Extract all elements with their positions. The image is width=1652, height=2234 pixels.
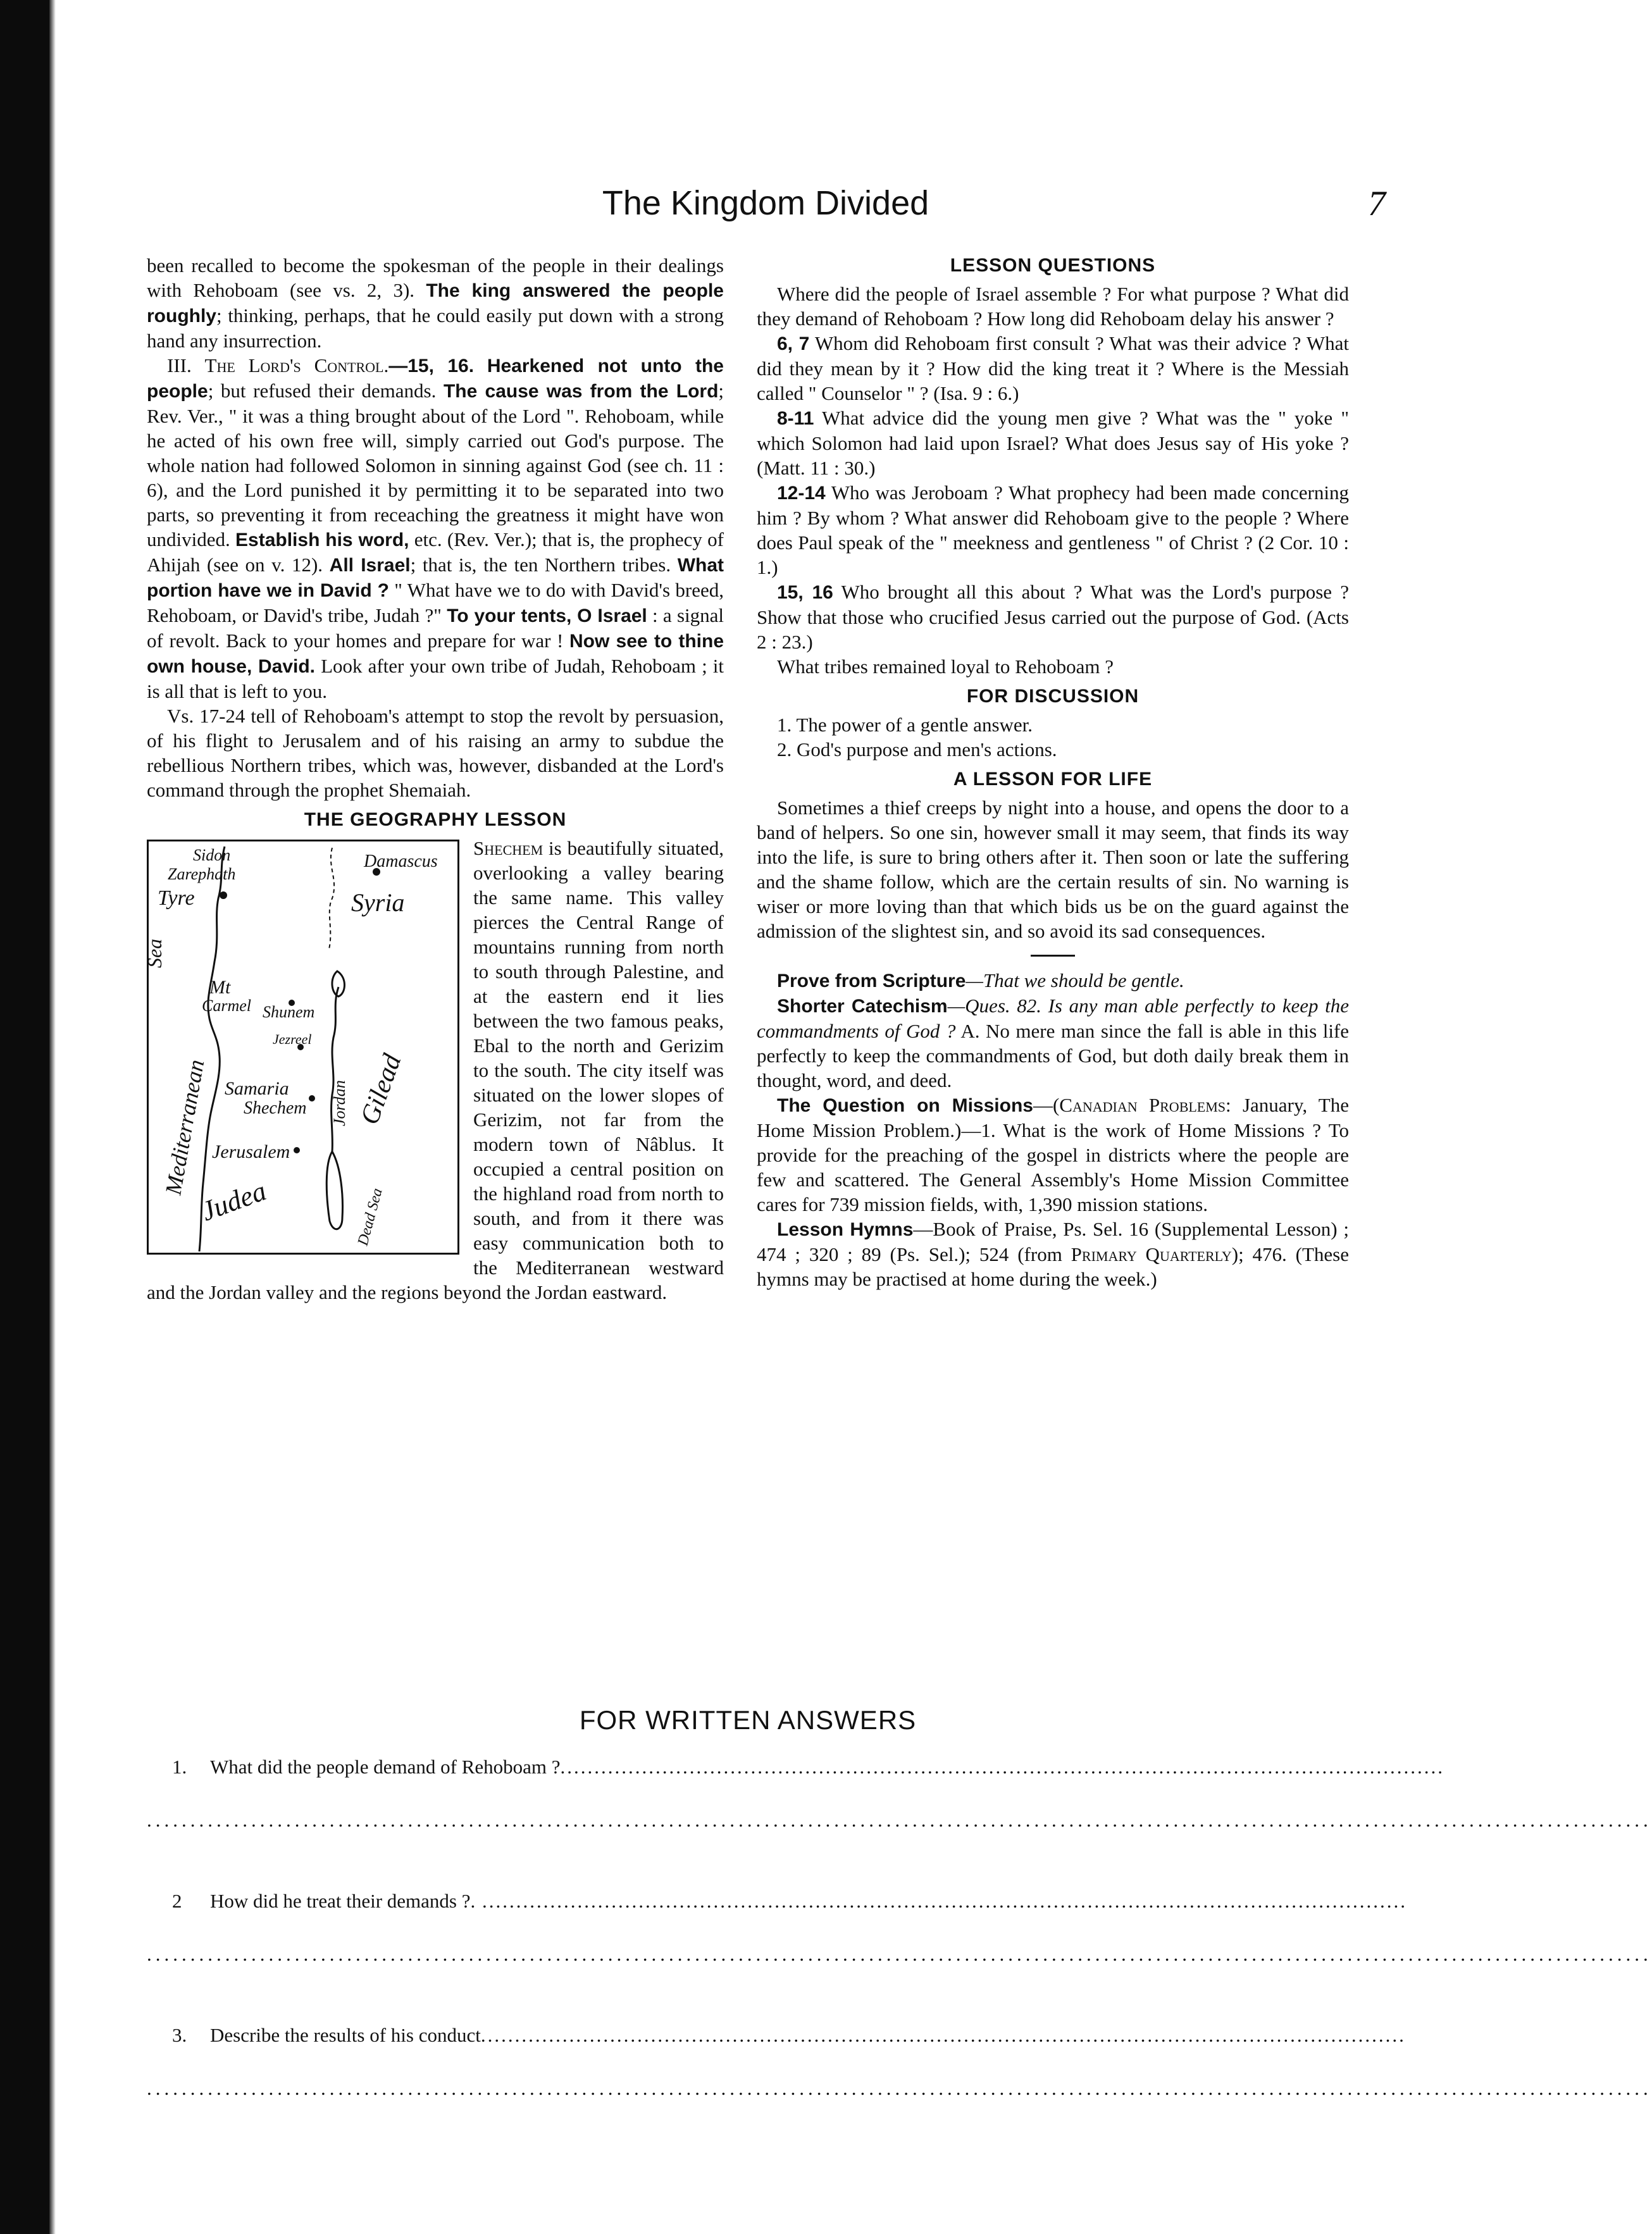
prove-from-scripture: Prove from Scripture—That we should be gentle. — [777, 969, 1184, 991]
question-on-missions: The Question on Missions—(Canadian Problems: January, The Home Mission Problem.)—1. What is the work of Home Missions ? To provide for the preaching of the gospel in districts where the people are few and scattered. The General Assembly's Home Mission Committee cares for 739 mission fields, with, 1,390 mission stations. — [757, 1094, 1349, 1215]
map-label-jordan: Jordan — [330, 1080, 349, 1126]
written-question-2: 2 How did he treat their demands ?. ........................................................................................................................................ — [172, 1890, 1407, 1912]
map-label-shechem: Shechem — [244, 1098, 307, 1118]
section-divider — [1031, 955, 1075, 957]
lesson-hymns: Lesson Hymns—Book of Praise, Ps. Sel. 16 (Supplemental Lesson) ; 474 ; 320 ; 89 (Ps. Sel.); 524 (from Primary Quarterly); 476. (These hymns may be practised at home during the week.) — [757, 1218, 1349, 1290]
answer-line: ............................................................................................................................................................................. — [147, 2077, 1652, 2099]
map-label-syria: Syria — [351, 888, 405, 917]
geography-heading: THE GEOGRAPHY LESSON — [304, 809, 567, 830]
question-group-1: Where did the people of Israel assemble ? For what purpose ? What did they demand of Rehoboam ? How long did Rehoboam delay his answer ? — [757, 283, 1349, 330]
map-label-gilead: Gilead — [355, 1050, 407, 1129]
lesson-for-life-heading: A LESSON FOR LIFE — [953, 769, 1153, 790]
map-label-mediterranean: Mediterranean — [160, 1057, 209, 1197]
geography-lesson — [143, 836, 724, 1305]
written-question-1: 1. What did the people demand of Rehoboam ?.................................................................................................................................. — [172, 1756, 1445, 1778]
written-question-3: 3. Describe the results of his conduct........................................................................................................................................ — [172, 2024, 1406, 2046]
discussion-item: 2. God's purpose and men's actions. — [777, 738, 1057, 760]
map-label-sea: Sea — [143, 938, 166, 968]
answer-dots: .................................................................................................................................. — [560, 1756, 1445, 1778]
answer-dots: ........................................................................................................................................ — [480, 2024, 1406, 2046]
question-group-8-11: 8-11 What advice did the young men give ? What was the " yoke " which Solomon had laid upon Israel? What does Jesus say of His yoke ? (Matt. 11 : 30.) — [757, 407, 1349, 479]
question-group-15-16: 15, 16 Who brought all this about ? What was the Lord's purpose ? Show that those who crucified Jesus carried out the purpose of God. (Acts 2 : 23.) — [757, 581, 1349, 653]
palestine-map — [143, 840, 459, 1255]
question-group-6-7: 6, 7 Whom did Rehoboam first consult ? What was their advice ? What did they mean by it ? How did the king treat it ? Where is the Messiah called " Counselor " ? (Isa. 9 : 6.) — [757, 332, 1349, 404]
question-group-12-14: 12-14 Who was Jeroboam ? What prophecy had been made concerning him ? By whom ? What answer did Rehoboam give to the people ? Where does Paul speak of the " meekness and gentleness " of Christ ? (2 Cor. 10 : 1.) — [757, 481, 1349, 578]
bold-phrase: The king answered the people roughly — [147, 280, 724, 326]
page-header — [146, 183, 1386, 234]
paragraph-continued: been recalled to become the spokesman of the people in their dealings with Rehoboam (see vs. 2, 3). The king answered the people roughly; thinking, perhaps, that he could easily put down with a strong hand any insurrection. — [147, 254, 724, 352]
map-label-jezreel: Jezreel — [273, 1031, 312, 1047]
book-binding-edge — [0, 0, 49, 2234]
map-label-zarephath: Zarephath — [168, 865, 236, 883]
map-label-jerusalem: Jerusalem — [212, 1141, 290, 1162]
map-drawing — [143, 841, 457, 1253]
map-label-shunem: Shunem — [263, 1003, 315, 1021]
lesson-questions-heading: LESSON QUESTIONS — [950, 255, 1156, 276]
section-iii: III. The Lord's Control.—15, 16. Hearkened not unto the people; but refused their demands. The cause was from the Lord; Rev. Ver., " it was a thing brought about of the Lord ". Rehoboam, while he acted of his own free will, simply carried out God's purpose. The whole nation had followed Solomon in sinning against God (see ch. 11 : 6), and the Lord punished it by permitting it to be separated into two parts, so preventing it from receaching the greatness it might have won undivided. Establish his word, etc. (Rev. Ver.); that is, the prophecy of Ahijah (see on v. 12). All Israel; that is, the ten Northern tribes. What portion have we in David ? " What have we to do with David's breed, Rehoboam, or David's tribe, Judah ?" To your tents, O Israel : a signal of revolt. Back to your homes and prepare for war ! Now see to thine own house, David. Look after your own tribe of Judah, Rehoboam ; it is all that is left to you. — [147, 354, 724, 702]
paragraph-vs-17-24: Vs. 17-24 tell of Rehoboam's attempt to stop the revolt by persuasion, of his flight to Jerusalem and of his raising an army to subdue the rebellious Northern tribes, which was, however, disbanded at the Lord's command through the prophet Shemaiah. — [147, 705, 724, 801]
geography-text: Shechem is beautifully situated, overlooking a valley bearing the same name. This valley pierces the Central Range of mountains running from north to south through Palestine, and at the eastern end it lies between the two famous peaks, Ebal to the north and Gerizim to the south. The city itself was situated on the lower slopes of Gerizim, not far from the modern town of Nâblus. It occupied a central position on the highland road from north to south, and from it there was easy communication both to the Mediterranean westward and the Jordan valley and the regions beyond the Jordan eastward. — [147, 837, 724, 1303]
map-label-mt: Mt — [209, 977, 231, 998]
binding-shadow — [49, 0, 56, 2234]
map-label-judea: Judea — [197, 1175, 271, 1227]
question-loyal-tribes: What tribes remained loyal to Rehoboam ? — [777, 655, 1114, 678]
running-title: The Kingdom Divided — [602, 184, 929, 222]
map-label-samaria: Samaria — [225, 1078, 289, 1099]
written-answers-section — [147, 1705, 1652, 2157]
map-label-damascus: Damascus — [364, 852, 438, 871]
discussion-item: 1. The power of a gentle answer. — [777, 714, 1033, 736]
written-answers-title: FOR WRITTEN ANSWERS — [579, 1705, 917, 1735]
answer-line: ............................................................................................................................................................................. — [147, 1943, 1652, 1965]
discussion-heading: FOR DISCUSSION — [966, 686, 1140, 707]
left-column — [143, 253, 724, 1305]
answer-line: ............................................................................................................................................................................. — [147, 1809, 1652, 1831]
map-label-sidon: Sidon — [193, 846, 231, 864]
right-column — [757, 253, 1349, 1291]
lesson-for-life-text: Sometimes a thief creeps by night into a house, and opens the door to a band of helpers. So one sin, however small it may seem, that finds its way into the life, is sure to bring others after it. Then soon or late the suffering and the shame follow, which are the certain results of sin. No warning is wiser or more loving than that which bids us be on the guard against the admission of the slightest sin, and so avoid its sad consequences. — [757, 797, 1349, 942]
answer-dots: ........................................................................................................................................ — [475, 1890, 1407, 1912]
page-number: 7 — [1368, 184, 1386, 223]
shorter-catechism: Shorter Catechism—Ques. 82. Is any man able perfectly to keep the commandments of God ? A. No mere man since the fall is able in this life perfectly to keep the commandments of God, but doth daily break them in thought, word, and deed. — [757, 995, 1350, 1091]
map-label-carmel: Carmel — [202, 996, 251, 1015]
map-label-tyre: Tyre — [158, 886, 195, 910]
map-label-dead-sea: Dead Sea — [354, 1186, 386, 1248]
